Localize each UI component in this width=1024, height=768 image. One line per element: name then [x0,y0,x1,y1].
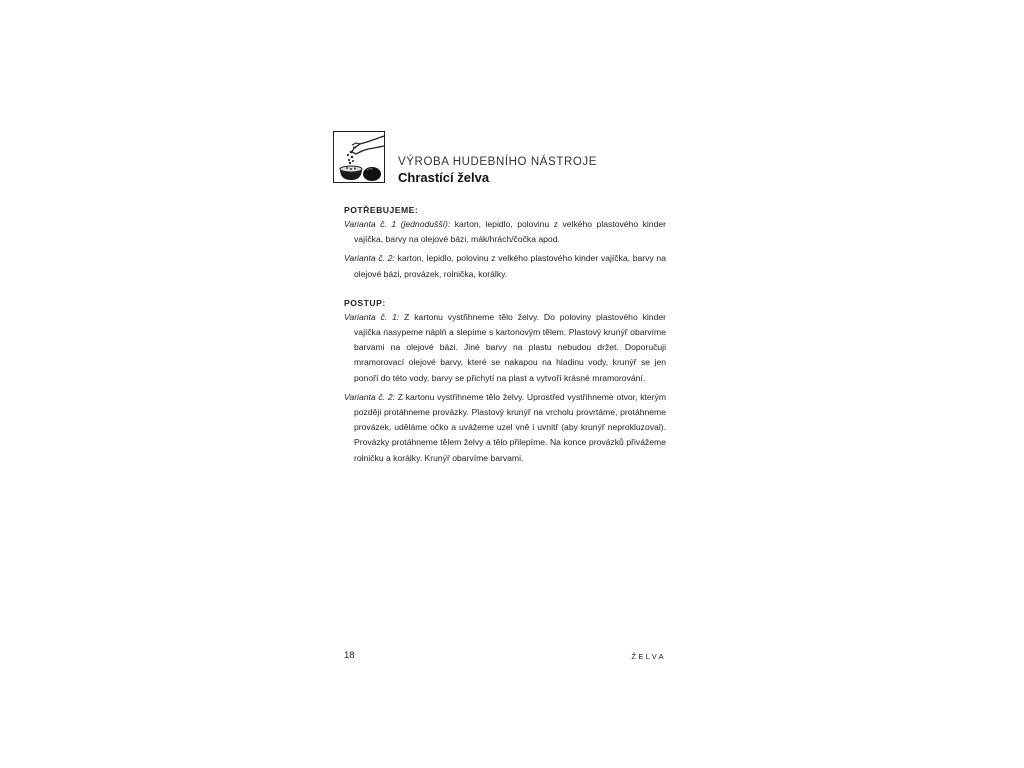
instructions-body [344,203,666,470]
procedure-variant-2 [344,390,666,466]
variant-text: Z kartonu vystřihneme tělo želvy. Uprostřed vystřihneme otvor, kterým později protáhneme provázky. Plastový krunýř na vrcholu provrtáme, protáhneme provázek, uděláme očko a uvážeme uzel vně i uvnitř (aby krunýř neprokluzoval). Provázky protáhneme tělem želvy a tělo přilepíme. Na konce provázků přivážeme rolničku a korálky. Krunýř obarvíme barvami. [354,391,666,463]
variant-label: Varianta č. 2: [344,391,396,402]
needs-heading: POTŘEBUJEME: [344,205,419,215]
running-head: ŽELVA [631,652,666,661]
variant-text: karton, lepidlo, polovinu z velkého plastového kinder vajíčka, barvy na olejové bázi, provázek, rolnička, korálky. [354,253,666,279]
category-label: VÝROBA HUDEBNÍHO NÁSTROJE [398,156,598,168]
variant-text: karton, lepidlo, polovinu z velkého plastového kinder vajíčka, barvy na olejové bázi, mák/hrách/čočka apod. [354,219,667,245]
procedure-variant-1 [344,310,666,386]
page-title: Chrastící želva [398,170,490,185]
variant-label: Varianta č. 2: [344,253,395,264]
needs-variant-2 [344,251,666,281]
variant-label: Varianta č. 1: [344,311,400,322]
page-number: 18 [344,650,355,661]
procedure-heading: POSTUP: [344,297,386,308]
variant-label: Varianta č. 1 (jednodušší): [344,219,451,229]
hand-pouring-seeds-icon [333,131,385,183]
variant-text: Z kartonu vystřihneme tělo želvy. Do poloviny plastového kinder vajíčka nasypeme náplň a slepíme s kartonovým tělem. Plastový krunýř obarvíme barvami na olejové bázi. Jiné barvy na plastu nebudou držet. Doporučuji mramorovací olejové barvy, které se nakapou na hladinu vody, krunýř se jen ponoří do této vody, barvy se přichytí na plast a vytvoří krásné mramorování. [354,311,666,383]
needs-variant-1 [344,217,666,247]
